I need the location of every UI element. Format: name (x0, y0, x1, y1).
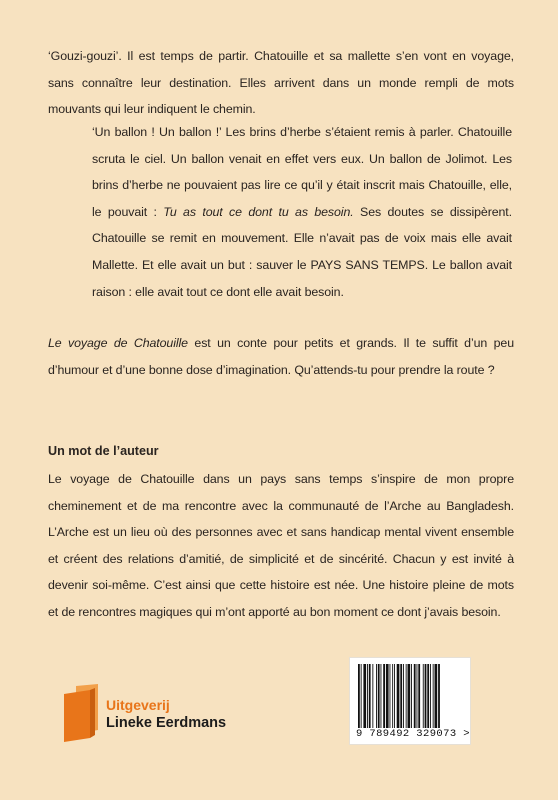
text-run: ‘Gouzi-gouzi’. Il est temps de partir. Chatouille et sa mallette s’en vont en voyage, sans connaître leur destination. Elles arrivent dans un monde rempli de mots mouvants qui leur indiquent le chemin. (48, 49, 514, 117)
barcode-bars (358, 664, 462, 728)
publisher-line2: Lineke Eerdmans (106, 715, 227, 731)
author-text (48, 466, 514, 626)
text-run: est un conte pour petits et grands. Il te suffit d’un peu d’humour et d’une bonne dose d’imagination. Qu’attends-tu pour prendre la route ? (48, 336, 514, 377)
isbn-digits: 9 789492 329073 > (356, 728, 470, 740)
author-heading: Un mot de l’auteur (48, 444, 159, 458)
text-run: Le voyage de Chatouille dans un pays sans temps s’inspire de mon propre cheminement et de ma rencontre avec la communauté de l’Arche au Bangladesh. L’Arche est un lieu où des personnes avec et sans handicap mental vivent ensemble et créent des relations d’amitié, de simplicité et de sincérité. Chacun y est invité à devenir soi-même. C’est ainsi que cette histoire est née. Une histoire pleine de mots et de rencontres magiques qui m’ont apporté au bon moment ce dont j’avais besoin. (48, 472, 514, 619)
quote-paragraph (92, 119, 512, 305)
quote-text (92, 119, 512, 305)
italic-text-run: Tu as tout ce dont tu as besoin. (163, 204, 354, 219)
italic-text-run: Le voyage de Chatouille (48, 336, 188, 350)
intro-text (48, 43, 514, 123)
author-paragraph (48, 466, 514, 626)
text-run: Ses doutes se dissipèrent. Chatouille se remit en mouvement. Elle n’avait pas de voix mais elle avait Mallette. Et elle avait un but : sauver le PAYS SANS TEMPS. Le ballon avait raison : elle avait tout ce dont elle avait besoin. (92, 204, 512, 299)
isbn-barcode (349, 657, 471, 745)
publisher-logo (62, 684, 302, 744)
publisher-line1: Uitgeverij (106, 697, 170, 713)
summary-paragraph (48, 330, 514, 383)
intro-paragraph (48, 43, 514, 123)
summary-text (48, 330, 514, 383)
text-run: ‘Un ballon ! Un ballon !’ Les brins d’herbe s’étaient remis à parler. Chatouille scruta le ciel. Un ballon venait en effet vers eux. Un ballon de Jolimot. Les brins d’herbe ne pouvaient pas lire ce qu’il y était inscrit mais Chatouille, elle, le pouvait : (92, 125, 512, 219)
book-icon (62, 684, 100, 744)
